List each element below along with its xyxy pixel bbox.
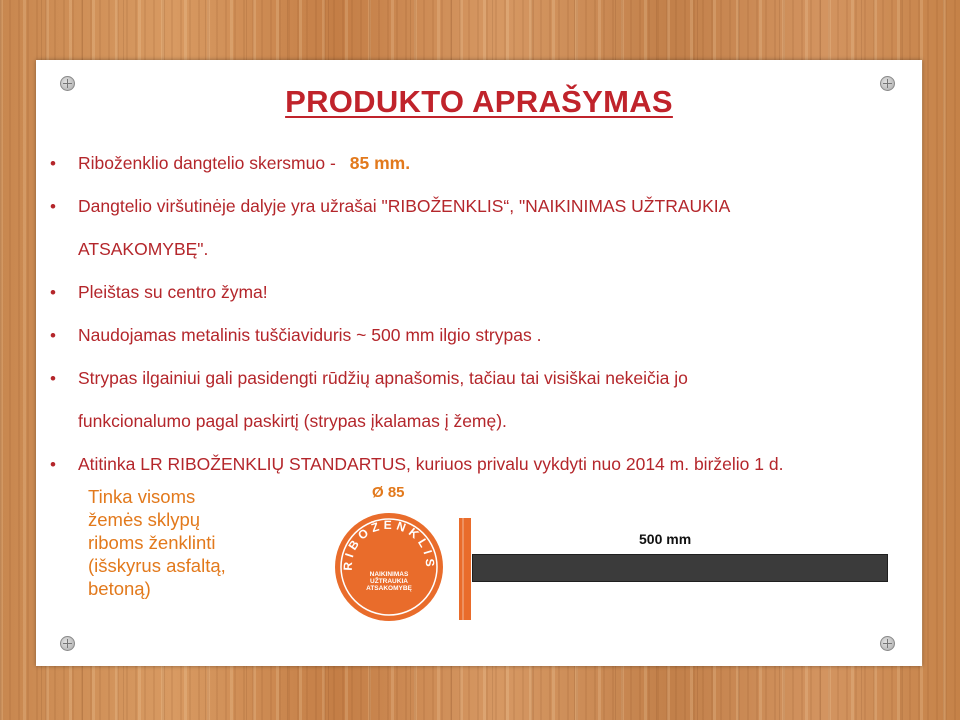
cap-arc-text: RIBOŽENKLIS (340, 517, 438, 571)
bullet-dot-icon: • (50, 326, 56, 345)
bullet-dot-icon: • (50, 455, 56, 474)
page-title: PRODUKTO APRAŠYMAS (285, 84, 673, 119)
screw-icon (880, 636, 895, 651)
list-item-continuation: ATSAKOMYBĘ". (78, 239, 209, 259)
usage-note: Tinka visoms žemės sklypų riboms ženklinti (išskyrus asfaltą, betoną) (88, 486, 226, 599)
list-item: • Dangtelio viršutinėje dalyje yra užrašai "RIBOŽENKLIS“, "NAIKINIMAS UŽTRAUKIA (48, 185, 918, 228)
list-item: • Naudojamas metalinis tuščiaviduris ~ 500 mm ilgio strypas . (48, 314, 918, 357)
cap-icon (334, 512, 444, 622)
rod-length-label: 500 mm (639, 531, 692, 547)
list-item: • Pleištas su centro žyma! (48, 271, 918, 314)
bullet-dot-icon: • (50, 197, 56, 216)
description-list (48, 142, 918, 486)
cap-center-line: ATSAKOMYBĘ (366, 585, 412, 592)
cap-stem (459, 518, 471, 620)
cap-center-line: NAIKINIMAS (369, 571, 409, 578)
product-sign-board (36, 60, 922, 666)
bullet-dot-icon: • (50, 283, 56, 302)
list-item: • Strypas ilgainiui gali pasidengti rūdžių apnašomis, tačiau tai visiškai nekeičia jo (48, 357, 918, 400)
metal-rod (472, 554, 888, 582)
screw-icon (60, 636, 75, 651)
diameter-label: Ø 85 (372, 484, 405, 501)
list-item: • Atitinka LR RIBOŽENKLIŲ STANDARTUS, kuriuos privalu vykdyti nuo 2014 m. birželio 1 d. (48, 443, 918, 486)
bullet-dot-icon: • (50, 369, 56, 388)
list-item: • Riboženklio dangtelio skersmuo - 85 mm. (48, 142, 918, 185)
diameter-value: 85 mm. (349, 153, 411, 173)
bullet-dot-icon: • (50, 154, 56, 173)
cap-center-line: UŽTRAUKIA (370, 578, 408, 585)
list-item-continuation: funkcionalumo pagal paskirtį (strypas įkalamas į žemę). (78, 411, 507, 431)
